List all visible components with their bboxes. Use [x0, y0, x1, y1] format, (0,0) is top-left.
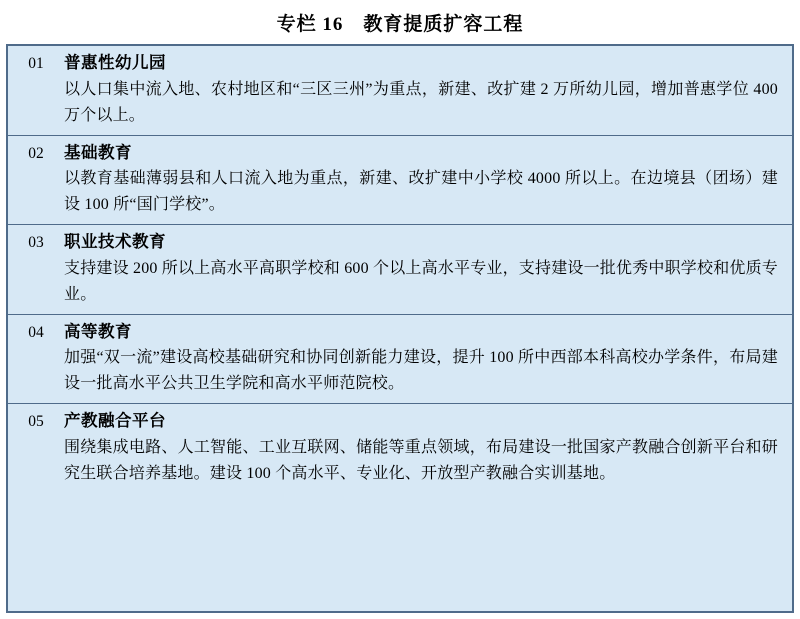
row-content: [64, 51, 792, 129]
row-number: 04: [28, 323, 44, 341]
row-number: 05: [28, 413, 44, 431]
row-text: 以人口集中流入地、农村地区和“三区三州”为重点，新建、改扩建 2 万所幼儿园，增加普惠学位 400 万个以上。: [64, 80, 778, 124]
row-content: [64, 230, 792, 308]
row-text: 加强“双一流”建设高校基础研究和协同创新能力建设，提升 100 所中西部本科高校办学条件，布局建设一批高水平公共卫生学院和高水平师范院校。: [64, 349, 778, 393]
table-row: [8, 225, 792, 315]
table-row: [8, 46, 792, 136]
row-heading: 普惠性幼儿园: [64, 53, 166, 72]
row-text: 围绕集成电路、人工智能、工业互联网、储能等重点领域，布局建设一批国家产教融合创新平台和研究生联合培养基地。建设 100 个高水平、专业化、开放型产教融合实训基地。: [64, 439, 778, 482]
row-number: 01: [28, 55, 44, 72]
row-text: 以教育基础薄弱县和人口流入地为重点，新建、改扩建中小学校 4000 所以上。在边境县（团场）建设 100 所“国门学校”。: [64, 170, 778, 214]
row-content: [64, 409, 792, 487]
row-content: [64, 320, 792, 398]
row-heading: 基础教育: [64, 142, 132, 162]
row-number: 02: [28, 144, 44, 162]
table-row: [8, 404, 792, 493]
projects-table: [6, 44, 794, 613]
row-heading: 职业技术教育: [64, 232, 166, 252]
row-heading: 产教融合平台: [64, 411, 166, 431]
row-content: [64, 141, 792, 219]
row-text: 支持建设 200 所以上高水平高职学校和 600 个以上高水平专业，支持建设一批优秀中职学校和优质专业。: [64, 259, 779, 303]
row-number: 03: [28, 234, 44, 252]
page-title: 专栏 16 教育提质扩容工程: [276, 13, 524, 35]
row-heading: 高等教育: [64, 321, 132, 341]
table-row: [8, 315, 792, 405]
table-row: [8, 136, 792, 226]
panel-title-bar: [0, 0, 800, 44]
